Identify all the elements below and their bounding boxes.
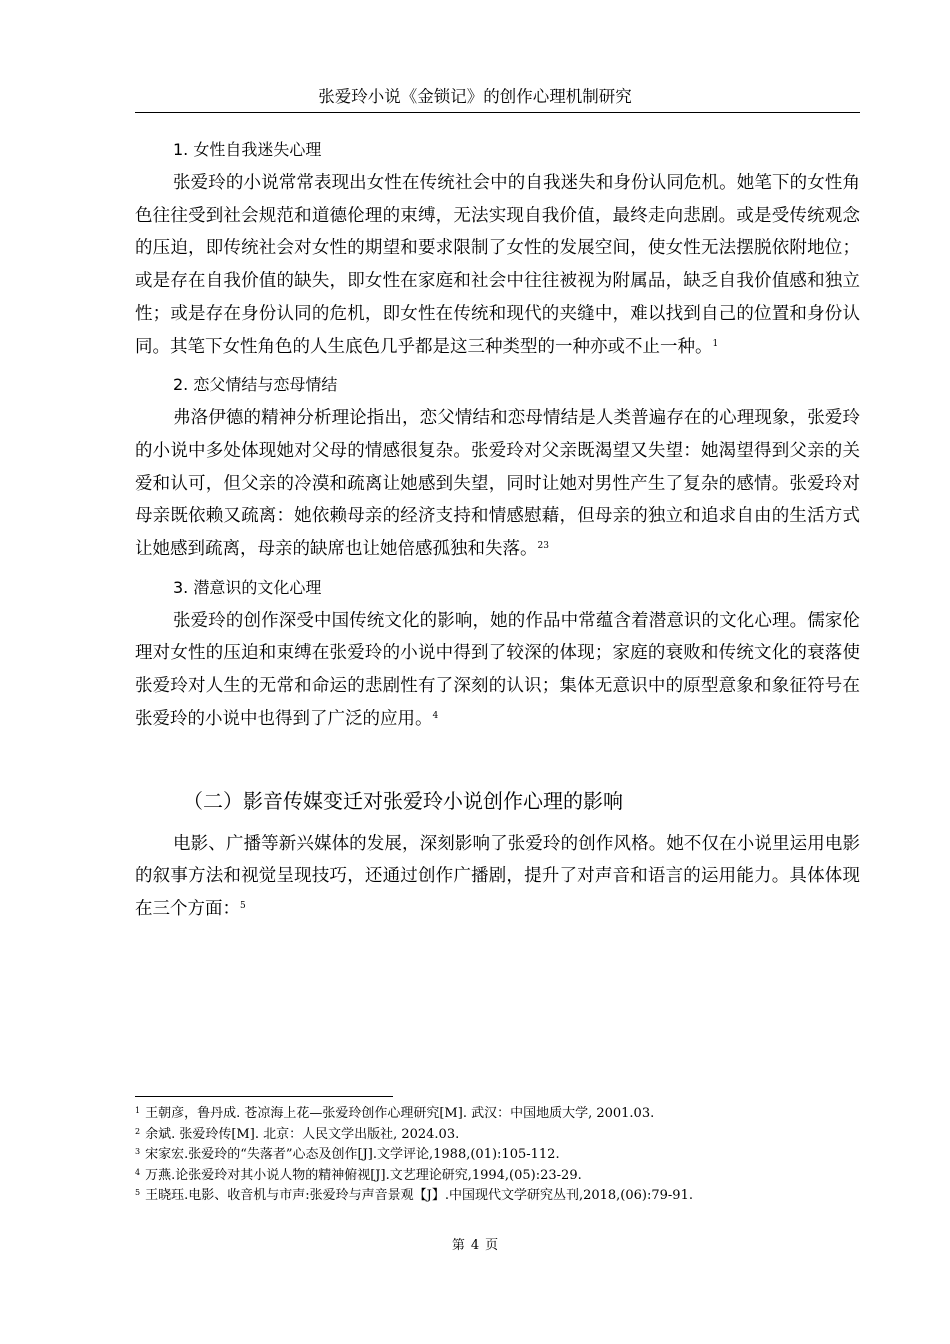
footnotes [135, 1104, 860, 1207]
main-content [135, 140, 860, 926]
section-3-paragraph: 张爱玲的创作深受中国传统文化的影响，她的作品中常蕴含着潜意识的文化心理。儒家伦理对女性的压迫和束缚在张爱玲的小说中得到了较深的体现；家庭的衰败和传统文化的衰落使张爱玲对人生的无常和命运的悲剧性有了深刻的认识；集体无意识中的原型意象和象征符号在张爱玲的小说中也得到了广泛的应用。$^4$ [135, 610, 860, 729]
subsection-two-heading: （二）影音传媒变迁对张爱玲小说创作心理的影响 [183, 788, 623, 813]
header-divider [135, 112, 860, 113]
footnote-ref-1[interactable]: 1 [712, 338, 719, 349]
footnote-item: $^1$ 王朝彦，鲁丹成. 苍凉海上花—张爱玲创作心理研究[M]. 武汉：中国地质大学, 2001.03. [135, 1106, 655, 1121]
section-2-heading: 2. 恋父情结与恋母情结 [173, 375, 338, 395]
footnote-item: $^4$ 万燕.论张爱玲对其小说人物的精神俯视[J].文艺理论研究,1994,(05):23-29. [135, 1167, 582, 1183]
footnote-item: $^2$ 余斌. 张爱玲传[M]. 北京：人民文学出版社, 2024.03. [135, 1126, 460, 1142]
footnote-ref-23[interactable]: 23 [537, 541, 549, 552]
footnote-ref-5[interactable]: 5 [240, 900, 246, 911]
section-1-paragraph: 张爱玲的小说常常表现出女性在传统社会中的自我迷失和身份认同危机。她笔下的女性角色往往受到社会规范和道德伦理的束缚，无法实现自我价值，最终走向悲剧。或是受传统观念的压迫，即传统社会对女性的期望和要求限制了女性的发展空间，使女性无法摆脱依附地位；或是存在自我价值的缺失，即女性在家庭和社会中往往被视为附属品，缺乏自我价值感和独立性；或是存在身份认同的危机，即女性在传统和现代的夹缝中，难以找到自己的位置和身份认同。其笔下女性角色的人生底色几乎都是这三种类型的一种亦或不止一种。$^1$ [135, 173, 860, 357]
page-number: 第 4 页 [451, 1238, 499, 1253]
section-2-paragraph: 弗洛伊德的精神分析理论指出，恋父情结和恋母情结是人类普遍存在的心理现象，张爱玲的小说中多处体现她对父母的情感很复杂。张爱玲对父亲既渴望又失望：她渴望得到父亲的关爱和认可，但父亲的冷漠和疏离让她感到失望，同时让她对男性产生了复杂的感情。张爱玲对母亲既依赖又疏离：她依赖母亲的经济支持和情感慰藉，但母亲的独立和追求自由的生活方式让她感到疏离，母亲的缺席也让她倍感孤独和失落。$^{23}$ [135, 408, 860, 560]
footnote-item: $^5$ 王晓珏.电影、收音机与市声:张爱玲与声音景观【J】.中国现代文学研究丛刊,2018,(06):79-91. [135, 1188, 693, 1203]
footnote-item: $^3$ 宋家宏.张爱玲的“失落者”心态及创作[J].文学评论,1988,(01):105-112. [135, 1147, 560, 1162]
section-3-heading: 3. 潜意识的文化心理 [173, 577, 322, 597]
footnote-ref-4[interactable]: 4 [432, 710, 439, 721]
running-header: 张爱玲小说《金锁记》的创作心理机制研究 [318, 87, 632, 106]
subsection-two-paragraph: 电影、广播等新兴媒体的发展，深刻影响了张爱玲的创作风格。她不仅在小说里运用电影的叙事方法和视觉呈现技巧，还通过创作广播剧，提升了对声音和语言的运用能力。具体体现在三个方面：$^5$ [135, 833, 860, 919]
footnote-divider [135, 1096, 393, 1097]
section-1-heading: 1. 女性自我迷失心理 [173, 140, 322, 159]
